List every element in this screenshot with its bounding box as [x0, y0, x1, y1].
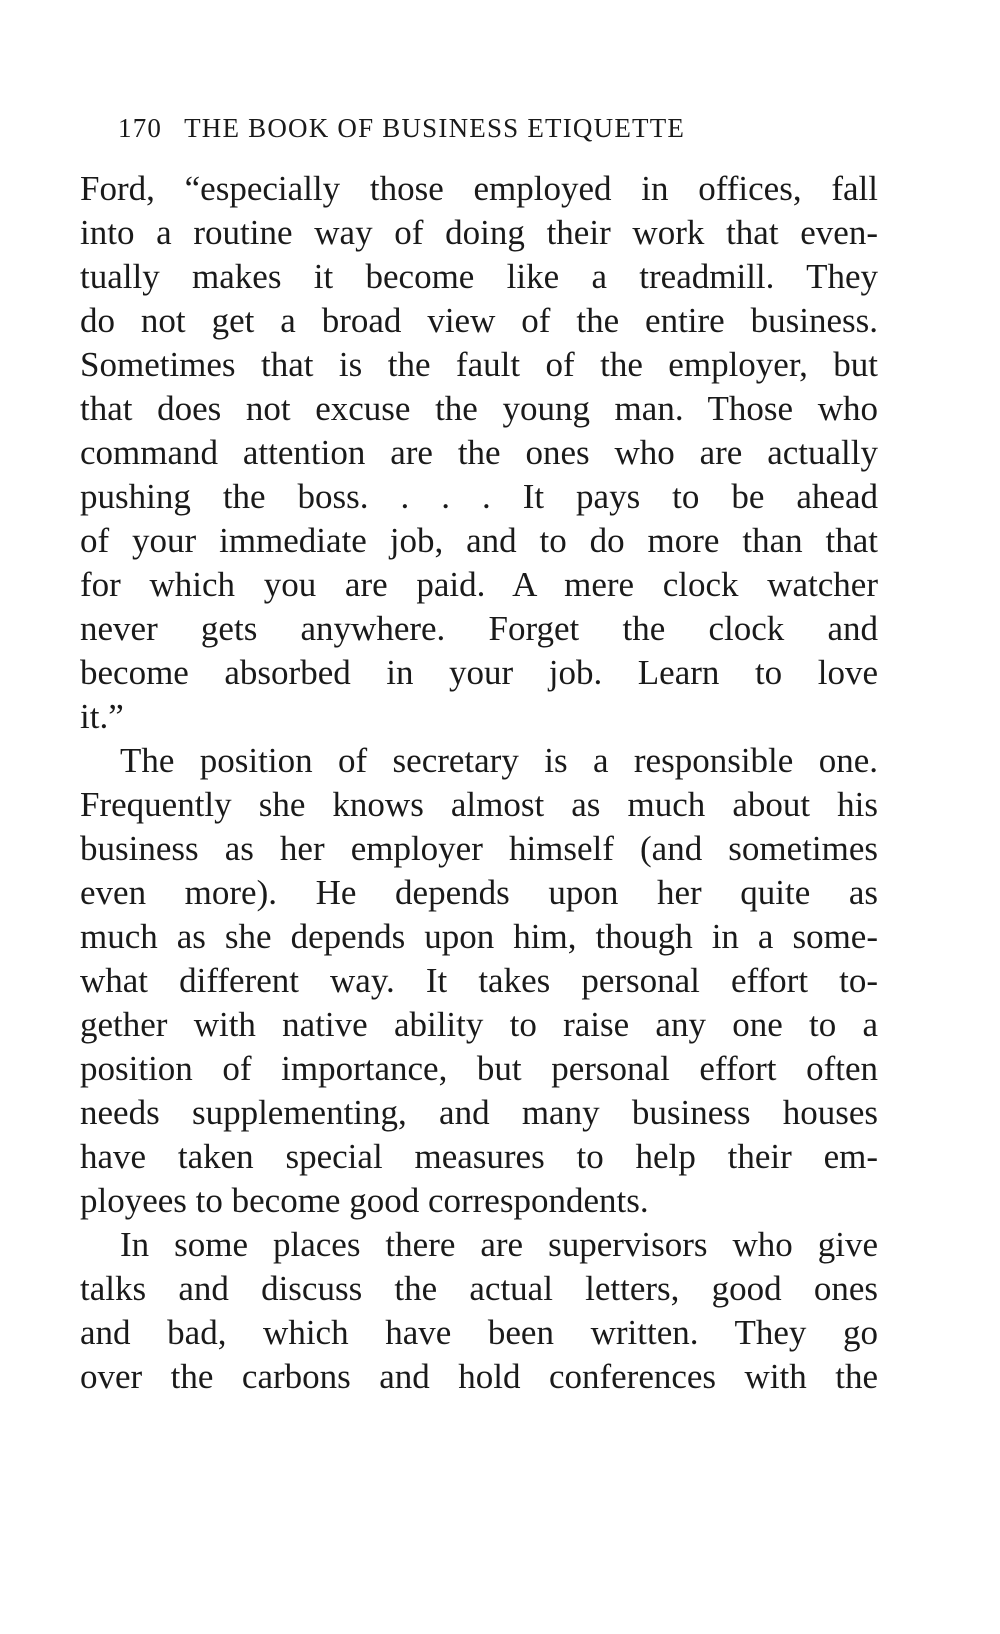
body-text — [80, 167, 878, 1399]
text-line: pushing the boss. . . . It pays to be ahead — [80, 477, 878, 516]
text-line: even more). He depends upon her quite as — [80, 873, 878, 912]
text-line: never gets anywhere. Forget the clock and — [80, 609, 878, 648]
text-line: and bad, which have been written. They go — [80, 1313, 878, 1352]
text-line: The position of secretary is a responsible one. — [120, 741, 878, 780]
text-line: needs supplementing, and many business houses — [80, 1093, 878, 1132]
text-line: Ford, “especially those employed in offices, fall — [80, 169, 878, 208]
text-line: tually makes it become like a treadmill. They — [80, 257, 878, 296]
text-line: of your immediate job, and to do more than that — [80, 521, 878, 560]
text-line: command attention are the ones who are actually — [80, 433, 878, 472]
text-line: what different way. It takes personal effort to- — [80, 961, 878, 1000]
text-line: it.” — [80, 697, 124, 736]
text-line: for which you are paid. A mere clock watcher — [80, 565, 878, 604]
text-line: much as she depends upon him, though in a some- — [80, 917, 878, 956]
text-line: ployees to become good correspondents. — [80, 1181, 649, 1220]
running-header — [118, 111, 818, 145]
text-line: position of importance, but personal effort often — [80, 1049, 878, 1088]
text-line: over the carbons and hold conferences with the — [80, 1357, 878, 1396]
paragraph — [80, 1223, 878, 1399]
paragraph — [80, 739, 878, 1223]
text-line: into a routine way of doing their work that even- — [80, 213, 878, 252]
text-line: gether with native ability to raise any one to a — [80, 1005, 878, 1044]
text-line: that does not excuse the young man. Those who — [80, 389, 878, 428]
text-line: business as her employer himself (and sometimes — [80, 829, 878, 868]
running-title: THE BOOK OF BUSINESS ETIQUETTE — [184, 113, 686, 143]
text-line: do not get a broad view of the entire business. — [80, 301, 878, 340]
paragraph — [80, 167, 878, 739]
text-line: Frequently she knows almost as much about his — [80, 785, 878, 824]
text-line: have taken special measures to help their em- — [80, 1137, 878, 1176]
page-number: 170 — [118, 113, 163, 143]
text-line: become absorbed in your job. Learn to love — [80, 653, 878, 692]
text-line: Sometimes that is the fault of the employer, but — [80, 345, 878, 384]
text-line: In some places there are supervisors who give — [120, 1225, 878, 1264]
text-line: talks and discuss the actual letters, good ones — [80, 1269, 878, 1308]
